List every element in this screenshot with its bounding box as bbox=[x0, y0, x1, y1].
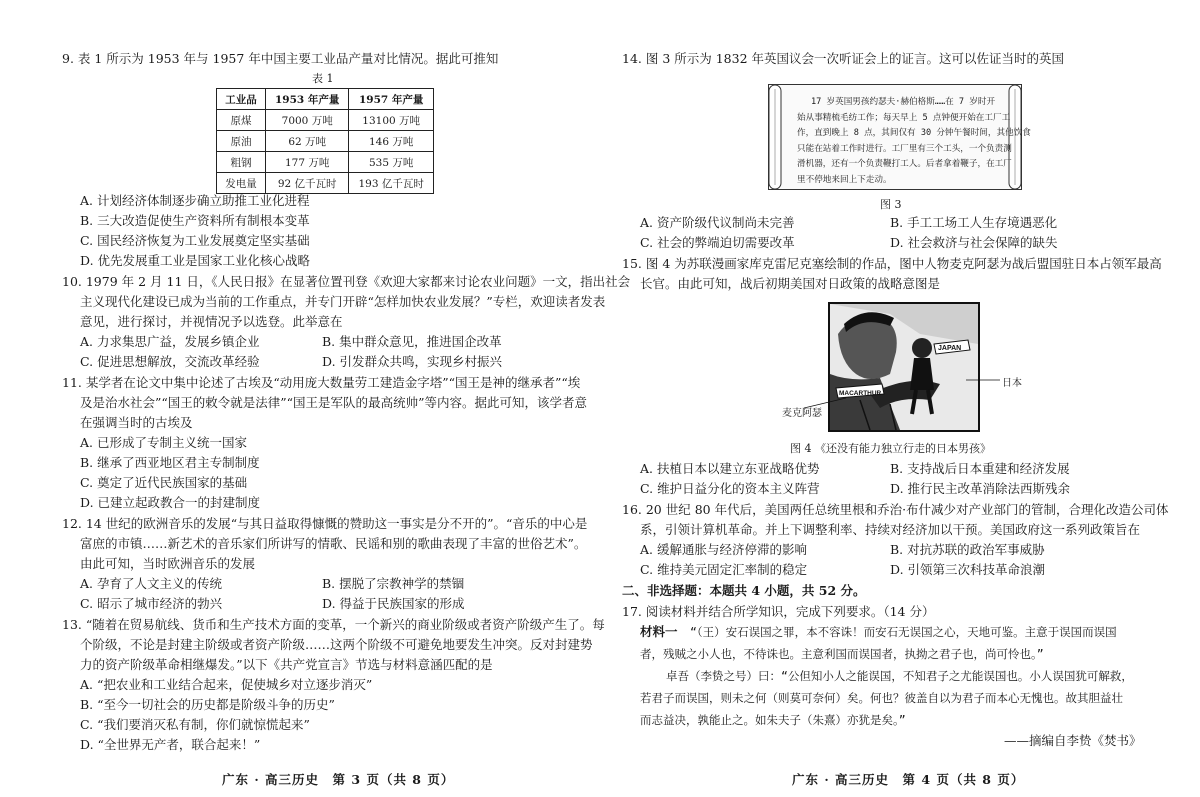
q9-option-c[interactable]: C. 国民经济恢复为工业发展奠定坚实基础 bbox=[80, 233, 310, 248]
table-cell: 535 万吨 bbox=[349, 152, 434, 173]
table-cell: 粗钢 bbox=[217, 152, 266, 173]
q14-stem: 14. 图 3 所示为 1832 年英国议会一次听证会上的证言。这可以佐证当时的英国 bbox=[622, 51, 1065, 66]
table-cell: 发电量 bbox=[217, 173, 266, 194]
page-3 bbox=[62, 0, 631, 797]
japan-pointer-icon bbox=[966, 372, 1002, 388]
q11-option-b[interactable]: B. 继承了西亚地区君主专制制度 bbox=[80, 455, 260, 470]
material-line: 者，残贼之小人也，不待诛也。主意利国而误国者，执拗之君子也，尚可怜也。” bbox=[640, 647, 1044, 661]
q16-stem-line: 系，引领计算机革命。并上下调整利率、持续对经济加以干预。美国政府这一系列政策旨在 bbox=[640, 522, 1141, 537]
table-cell: 177 万吨 bbox=[266, 152, 349, 173]
q13-option-d[interactable]: D. “全世界无产者，联合起来！” bbox=[80, 737, 261, 752]
q12-option-c[interactable]: C. 昭示了城市经济的勃兴 bbox=[80, 596, 223, 611]
scroll-line: 里不停地来回上下走动。 bbox=[797, 174, 892, 185]
macarthur-label: 麦克阿瑟 bbox=[782, 408, 822, 419]
q10-stem-line: 10. 1979 年 2 月 11 日，《人民日报》在显著位置刊登《欢迎大家都来讨论农业问题》一文，指出社会 bbox=[62, 274, 631, 289]
scroll-line: 只能在站着工作时进行。工厂里有三个工头，一个负责测 bbox=[797, 143, 1012, 154]
table-header: 工业品 bbox=[217, 89, 266, 110]
table-cell: 62 万吨 bbox=[266, 131, 349, 152]
q11-stem-line: 11. 某学者在论文中集中论述了古埃及“动用庞大数量劳工建造金字塔”“国王是神的继承者”“埃 bbox=[62, 375, 581, 390]
q12-stem-line: 由此可知，当时欧洲音乐的发展 bbox=[80, 556, 256, 571]
q15-option-d[interactable]: D. 推行民主改革消除法西斯残余 bbox=[890, 481, 1071, 496]
q13-stem-line: 力的资产阶级革命相继爆发。”以下《共产党宣言》节选与材料意涵匹配的是 bbox=[80, 657, 493, 672]
q12-stem-line: 富庶的市镇……新艺术的音乐家们所讲写的情歌、民谣和别的歌曲表现了丰富的世俗艺术”。 bbox=[80, 536, 587, 551]
q16-stem-line: 16. 20 世纪 80 年代后，美国两任总统里根和乔治·布什减少对产业部门的管制，合理化改造公司体 bbox=[622, 502, 1169, 517]
table-cell: 7000 万吨 bbox=[266, 110, 349, 131]
q16-option-c[interactable]: C. 维持美元固定汇率制的稳定 bbox=[640, 562, 808, 577]
q10-option-b[interactable]: B. 集中群众意见，推进国企改革 bbox=[322, 334, 502, 349]
table-1 bbox=[216, 88, 434, 194]
q14-option-d[interactable]: D. 社会救济与社会保障的缺失 bbox=[890, 235, 1058, 250]
q15-option-b[interactable]: B. 支持战后日本重建和经济发展 bbox=[890, 461, 1070, 476]
page-footer: 广东 · 高三历史 第 4 页（共 8 页） bbox=[792, 772, 1025, 787]
q14-option-a[interactable]: A. 资产阶级代议制尚未完善 bbox=[640, 215, 795, 230]
table-row bbox=[217, 173, 434, 194]
q10-option-d[interactable]: D. 引发群众共鸣，实现乡村振兴 bbox=[322, 354, 503, 369]
table-1-title: 表 1 bbox=[312, 72, 334, 85]
q10-option-a[interactable]: A. 力求集思广益，发展乡镇企业 bbox=[80, 334, 260, 349]
table-cell: 146 万吨 bbox=[349, 131, 434, 152]
figure-3-scroll bbox=[768, 84, 1031, 190]
section-2-heading: 二、非选择题：本题共 4 小题，共 52 分。 bbox=[622, 583, 866, 598]
q11-option-a[interactable]: A. 已形成了专制主义统一国家 bbox=[80, 435, 247, 450]
table-header: 1953 年产量 bbox=[266, 89, 349, 110]
table-row bbox=[217, 110, 434, 131]
q9-option-d[interactable]: D. 优先发展重工业是国家工业化核心战略 bbox=[80, 253, 311, 268]
material-line: 若君子而误国，则未之何（则莫可奈何）矣。何也？彼盖自以为君子而本心无愧也。故其胆益壮 bbox=[640, 691, 1123, 705]
figure-4-cartoon bbox=[828, 302, 980, 432]
cartoon-macarthur-tag: MACARTHUR bbox=[839, 390, 882, 397]
figure-3-label: 图 3 bbox=[880, 198, 902, 211]
q15-option-c[interactable]: C. 维护日益分化的资本主义阵营 bbox=[640, 481, 820, 496]
q16-option-b[interactable]: B. 对抗苏联的政治军事威胁 bbox=[890, 542, 1045, 557]
material-line: 卓吾（李贽之号）曰：“公但知小人之能误国，不知君子之尤能误国也。小人误国犹可解救， bbox=[666, 669, 1133, 683]
q11-stem-line: 及是治水社会”“国王的敕令就是法律”“国王是军队的最高统帅”等内容。据此可知，该学者意 bbox=[80, 395, 587, 410]
q13-stem-line: 13. “随着在贸易航线、货币和生产技术方面的变革，一个新兴的商业阶级或者资产阶级产生了。每 bbox=[62, 617, 605, 632]
page-footer: 广东 · 高三历史 第 3 页（共 8 页） bbox=[222, 772, 455, 787]
scroll-line: 始从事精梳毛纺工作；每天早上 5 点钟便开始在工厂工 bbox=[797, 112, 1011, 123]
q11-option-d[interactable]: D. 已建立起政教合一的封建制度 bbox=[80, 495, 261, 510]
material-line: 而志益决，孰能止之。如朱夫子（朱熹）亦犹是矣。” bbox=[640, 713, 906, 727]
japan-label: 日本 bbox=[1002, 378, 1022, 389]
scroll-line: 17 岁英国男孩约瑟夫·赫伯格斯……在 7 岁时开 bbox=[811, 97, 996, 107]
q12-stem-line: 12. 14 世纪的欧洲音乐的发展“与其日益取得慷慨的赞助这一事实是分不开的”。“音乐的中心是 bbox=[62, 516, 588, 531]
q9-option-a[interactable]: A. 计划经济体制逐步确立助推工业化进程 bbox=[80, 193, 310, 208]
q9-stem: 9. 表 1 所示为 1953 年与 1957 年中国主要工业品产量对比情况。据此可推知 bbox=[62, 51, 499, 66]
table-cell: 92 亿千瓦时 bbox=[266, 173, 349, 194]
q15-option-a[interactable]: A. 扶植日本以建立东亚战略优势 bbox=[640, 461, 820, 476]
material-1-label: 材料一 bbox=[640, 624, 678, 639]
table-cell: 193 亿千瓦时 bbox=[349, 173, 434, 194]
q11-stem-line: 在强调当时的古埃及 bbox=[80, 415, 193, 430]
q16-option-a[interactable]: A. 缓解通胀与经济停滞的影响 bbox=[640, 542, 807, 557]
cartoon-japan-tag: JAPAN bbox=[938, 345, 962, 352]
q14-option-c[interactable]: C. 社会的弊端迫切需要改革 bbox=[640, 235, 795, 250]
table-cell: 13100 万吨 bbox=[349, 110, 434, 131]
q12-option-d[interactable]: D. 得益于民族国家的形成 bbox=[322, 596, 465, 611]
q10-stem-line: 意见，进行探讨，并视情况予以选登。此举意在 bbox=[80, 314, 343, 329]
q13-option-c[interactable]: C. “我们要消灭私有制，你们就惊慌起来” bbox=[80, 717, 310, 732]
q17-stem: 17. 阅读材料并结合所学知识，完成下列要求。（14 分） bbox=[622, 604, 935, 619]
scroll-line: 作，直到晚上 8 点，其间仅有 30 分钟午餐时间，其他饮食 bbox=[797, 128, 1031, 138]
q12-option-a[interactable]: A. 孕育了人文主义的传统 bbox=[80, 576, 222, 591]
material-source: ——摘编自李贽《焚书》 bbox=[1004, 733, 1142, 748]
q15-stem-line: 长官。由此可知，战后初期美国对日政策的战略意图是 bbox=[640, 276, 941, 291]
figure-4-caption: 图 4 《还没有能力独立行走的日本男孩》 bbox=[790, 442, 991, 455]
table-row bbox=[217, 131, 434, 152]
q15-stem-line: 15. 图 4 为苏联漫画家库克雷尼克塞绘制的作品，图中人物麦克阿瑟为战后盟国驻日本占领军最高 bbox=[622, 256, 1162, 271]
scroll-text bbox=[797, 95, 1031, 188]
q16-option-d[interactable]: D. 引领第三次科技革命浪潮 bbox=[890, 562, 1046, 577]
table-header: 1957 年产量 bbox=[349, 89, 434, 110]
q13-option-a[interactable]: A. “把农业和工业结合起来，促使城乡对立逐步消灭” bbox=[80, 677, 373, 692]
scroll-line: 滑机器，还有一个负责鞭打工人。后者拿着鞭子，在工厂 bbox=[797, 159, 1012, 169]
q13-option-b[interactable]: B. “至今一切社会的历史都是阶级斗争的历史” bbox=[80, 697, 335, 712]
q12-option-b[interactable]: B. 摆脱了宗教神学的禁锢 bbox=[322, 576, 465, 591]
table-cell: 原煤 bbox=[217, 110, 266, 131]
table-cell: 原油 bbox=[217, 131, 266, 152]
q14-option-b[interactable]: B. 手工工场工人生存境遇恶化 bbox=[890, 215, 1058, 230]
table-row bbox=[217, 152, 434, 173]
table-header-row bbox=[217, 89, 434, 110]
scroll-roll-icon bbox=[765, 81, 787, 193]
material-line: “（王）安石误国之罪，本不容诛！而安石无误国之心，天地可鉴。主意于误国而误国 bbox=[690, 625, 1117, 639]
q10-stem-line: 主义现代化建设已成为当前的工作重点，并专门开辟“怎样加快农业发展？”专栏，欢迎读者发表 bbox=[80, 294, 606, 309]
page-4 bbox=[622, 0, 1169, 797]
q10-option-c[interactable]: C. 促进思想解放，交流改革经验 bbox=[80, 354, 260, 369]
q9-option-b[interactable]: B. 三大改造促使生产资料所有制根本变革 bbox=[80, 213, 310, 228]
q13-stem-line: 个阶级，不论是封建主阶级或者资产阶级……这两个阶级不可避免地要发生冲突。反对封建势 bbox=[80, 637, 593, 652]
cartoon-illustration-icon bbox=[830, 304, 978, 430]
q11-option-c[interactable]: C. 奠定了近代民族国家的基础 bbox=[80, 475, 248, 490]
